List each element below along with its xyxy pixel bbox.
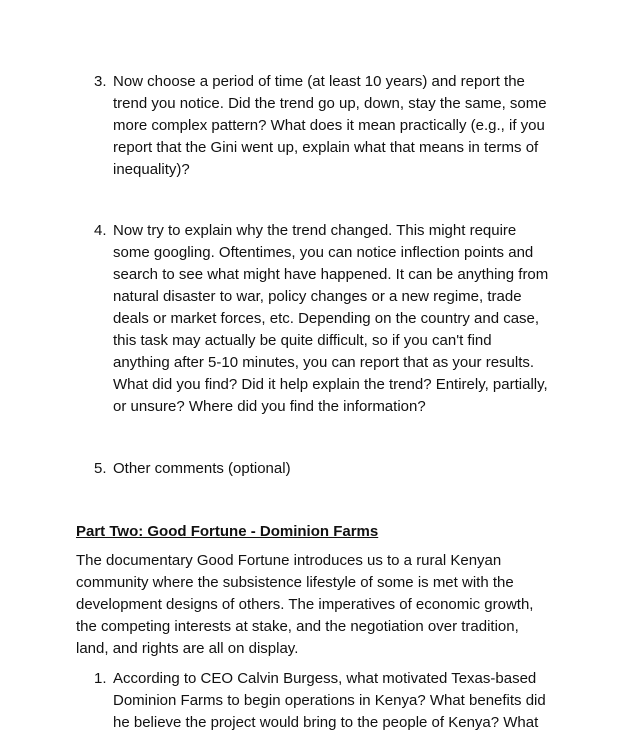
text-line: Other comments (optional): [113, 460, 291, 477]
question-number: 3.: [94, 73, 107, 90]
question-number: 1.: [94, 670, 107, 687]
question-number: 4.: [94, 222, 107, 239]
text-line: or unsure? Where did you find the information?: [113, 398, 426, 415]
question-text: [113, 71, 576, 181]
question-5: [76, 458, 576, 480]
question-text: [113, 668, 576, 734]
text-line: report that the Gini went up, explain what that means in terms of: [113, 139, 539, 156]
text-line: community where the subsistence lifestyle of some is met with the: [76, 574, 514, 591]
text-line: The documentary Good Fortune introduces us to a rural Kenyan: [76, 552, 502, 569]
intro-paragraph: [76, 550, 576, 660]
section-heading: Part Two: Good Fortune - Dominion Farms: [76, 523, 379, 540]
question-3: [76, 71, 576, 181]
text-line: Now try to explain why the trend changed. This might require: [113, 222, 517, 239]
text-line: search to see what might have happened. It can be anything from: [113, 266, 549, 283]
text-line: more complex pattern? What does it mean practically (e.g., if you: [113, 117, 545, 134]
question-text: [113, 220, 576, 418]
text-line: According to CEO Calvin Burgess, what motivated Texas-based: [113, 670, 537, 687]
text-line: anything after 5-10 minutes, you can report that as your results.: [113, 354, 535, 371]
text-line: he believe the project would bring to the people of Kenya? What: [113, 714, 539, 731]
question-text: [113, 458, 576, 480]
part-two-question-1: [76, 668, 576, 734]
text-line: natural disaster to war, policy changes or a new regime, trade: [113, 288, 522, 305]
text-line: deals or market forces, etc. Depending on the country and case,: [113, 310, 540, 327]
text-line: trend you notice. Did the trend go up, down, stay the same, some: [113, 95, 547, 112]
text-line: this task may actually be quite difficult, so if you can't find: [113, 332, 492, 349]
text-line: development designs of others. The imperatives of economic growth,: [76, 596, 534, 613]
question-number: 5.: [94, 460, 107, 477]
text-line: some googling. Oftentimes, you can notice inflection points and: [113, 244, 534, 261]
text-line: inequality)?: [113, 161, 190, 178]
text-line: Dominion Farms to begin operations in Kenya? What benefits did: [113, 692, 546, 709]
text-line: the competing interests at stake, and the negotiation over tradition,: [76, 618, 519, 635]
text-line: What did you find? Did it help explain the trend? Entirely, partially,: [113, 376, 548, 393]
text-line: land, and rights are all on display.: [76, 640, 299, 657]
question-4: [76, 220, 576, 418]
text-line: Now choose a period of time (at least 10 years) and report the: [113, 73, 525, 90]
